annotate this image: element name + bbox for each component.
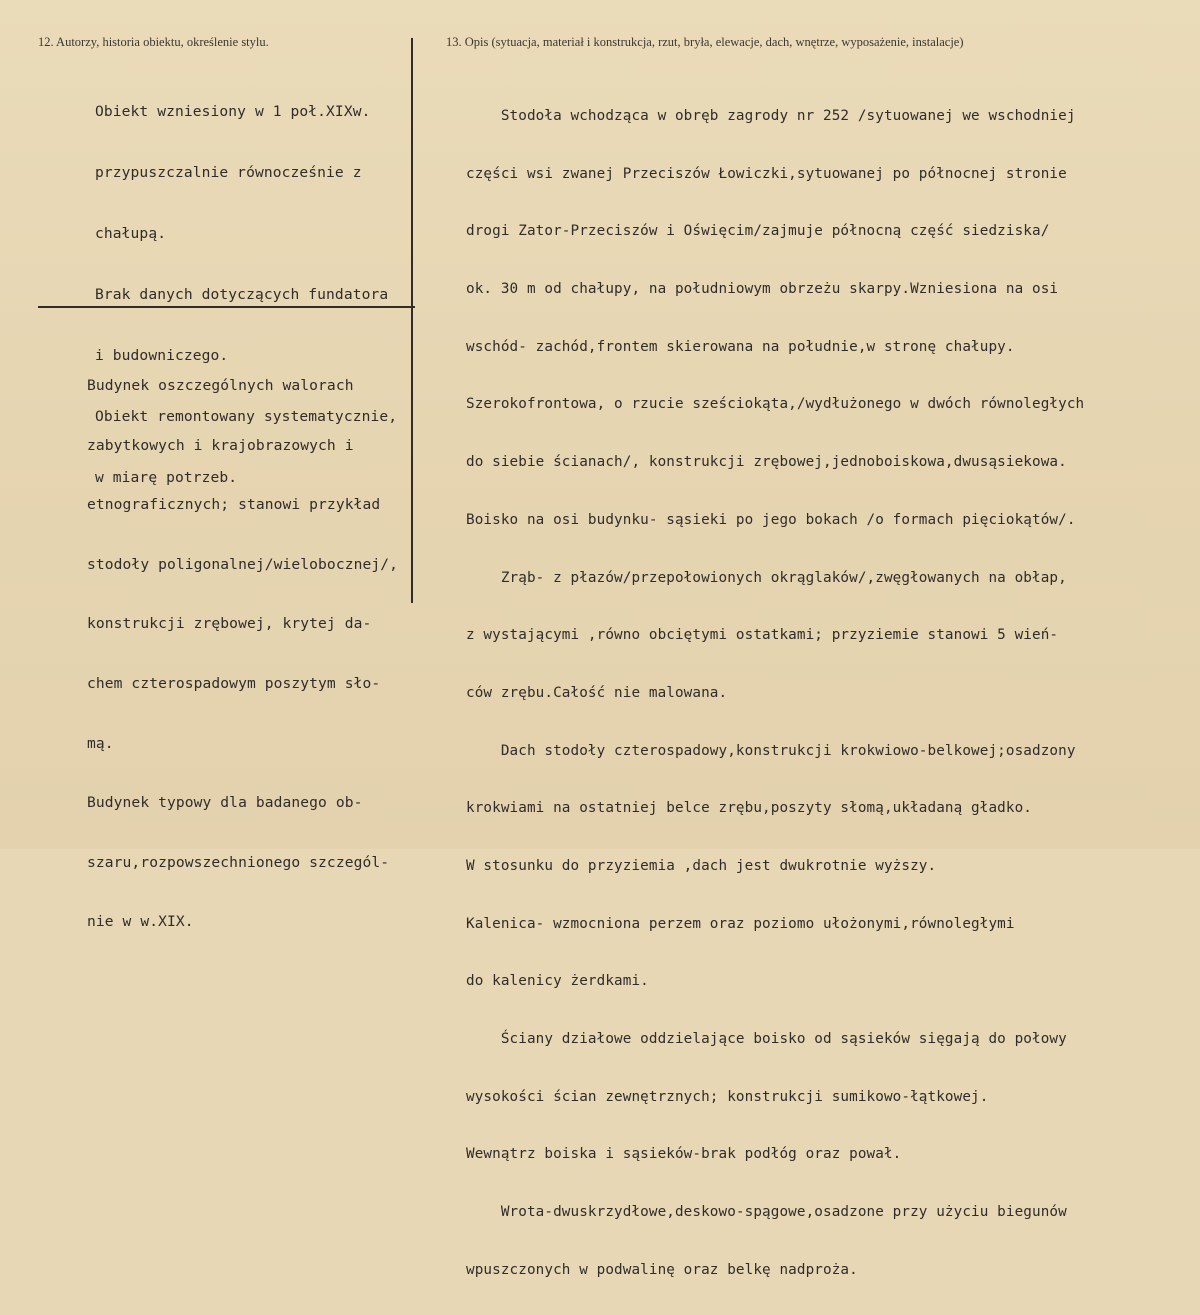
text-line: Kalenica- wzmocniona perzem oraz poziomo ułożonymi,równoległymi <box>466 915 1015 932</box>
text-line: wysokości ścian zewnętrznych; konstrukcji sumikowo-łątkowej. <box>466 1088 989 1105</box>
section-13-header: 13. Opis (sytuacja, materiał i konstrukcja, rzut, bryła, elewacje, dach, wnętrze, wyposażenie, instalacje) <box>446 35 964 49</box>
text-line: do siebie ścianach/, konstrukcji zrębowej,jednoboiskowa,dwusąsiekowa. <box>466 454 1067 471</box>
text-line: części wsi zwanej Przeciszów Łowiczki,sytuowanej po północnej stronie <box>466 165 1067 182</box>
text-line: ców zrębu.Całość nie malowana. <box>466 684 728 701</box>
text-line: zabytkowych i krajobrazowych i <box>87 436 354 454</box>
text-line: przypuszczalnie równocześnie z <box>95 164 362 181</box>
text-line: w miarę potrzeb. <box>95 469 238 486</box>
text-line: Boisko na osi budynku- sąsieki po jego bokach /o formach pięciokątów/. <box>466 511 1076 528</box>
text-line: Ściany działowe oddzielające boisko od sąsieków sięgają do połowy <box>466 1031 1067 1047</box>
text-line: chałupą. <box>95 225 167 242</box>
text-line: stodoły poligonalnej/wielobocznej/, <box>87 555 399 573</box>
text-line: drogi Zator-Przeciszów i Oświęcim/zajmuje północną część siedziska/ <box>466 223 1050 240</box>
text-line: mą. <box>87 734 114 752</box>
values-assessment-text <box>87 339 398 969</box>
text-line: Brak danych dotyczących fundatora <box>95 286 389 303</box>
text-line: Obiekt remontowany systematycznie, <box>95 408 398 425</box>
column-divider <box>411 38 413 603</box>
text-line: Zrąb- z płazów/przepołowionych okrąglaków/,zwęgłowanych na obłap, <box>466 569 1067 586</box>
text-line: etnograficznych; stanowi przykład <box>87 496 381 514</box>
text-line: Wewnątrz boiska i sąsieków-brak podłóg oraz pował. <box>466 1146 902 1163</box>
text-line: Budynek oszczególnych walorach <box>87 377 354 394</box>
text-line: do kalenicy żerdkami. <box>466 973 649 990</box>
section-12-header: 12. Autorzy, historia obiektu, określenie stylu. <box>38 35 269 49</box>
text-line: krokwiami na ostatniej belce zrębu,poszyty słomą,układaną gładko. <box>466 800 1032 817</box>
text-line: Wrota-dwuskrzydłowe,deskowo-spągowe,osadzone przy użyciu biegunów <box>466 1204 1067 1221</box>
text-line: Szerokofrontowa, o rzucie sześciokąta,/wydłużonego w dwóch równoległych <box>466 396 1085 413</box>
text-line: ok. 30 m od chałupy, na południowym obrzeżu skarpy.Wzniesiona na osi <box>466 281 1059 298</box>
text-line: W stosunku do przyziemia ,dach jest dwukrotnie wyższy. <box>466 857 937 874</box>
text-line: Dach stodoły czterospadowy,konstrukcji krokwiowo-belkowej;osadzony <box>466 742 1076 759</box>
text-line: Stodoła wchodząca w obręb zagrody nr 252 /sytuowanej we wschodniej <box>466 108 1076 124</box>
text-line: wpuszczonych w podwalinę oraz belkę nadproża. <box>466 1261 858 1278</box>
text-line: nie w w.XIX. <box>87 913 194 931</box>
text-line: szaru,rozpowszechnionego szczegól- <box>87 853 390 871</box>
text-line: i budowniczego. <box>95 347 229 364</box>
description-text <box>466 72 1084 1315</box>
text-line: chem czterospadowym poszytym sło- <box>87 674 381 692</box>
text-line: wschód- zachód,frontem skierowana na południe,w stronę chałupy. <box>466 338 1015 355</box>
text-line: Obiekt wzniesiony w 1 poł.XIXw. <box>95 103 371 120</box>
text-line: z wystającymi ,równo obciętymi ostatkami; przyziemie stanowi 5 wień- <box>466 627 1059 644</box>
text-line: konstrukcji zrębowej, krytej da- <box>87 615 372 633</box>
text-line: Budynek typowy dla badanego ob- <box>87 794 363 812</box>
